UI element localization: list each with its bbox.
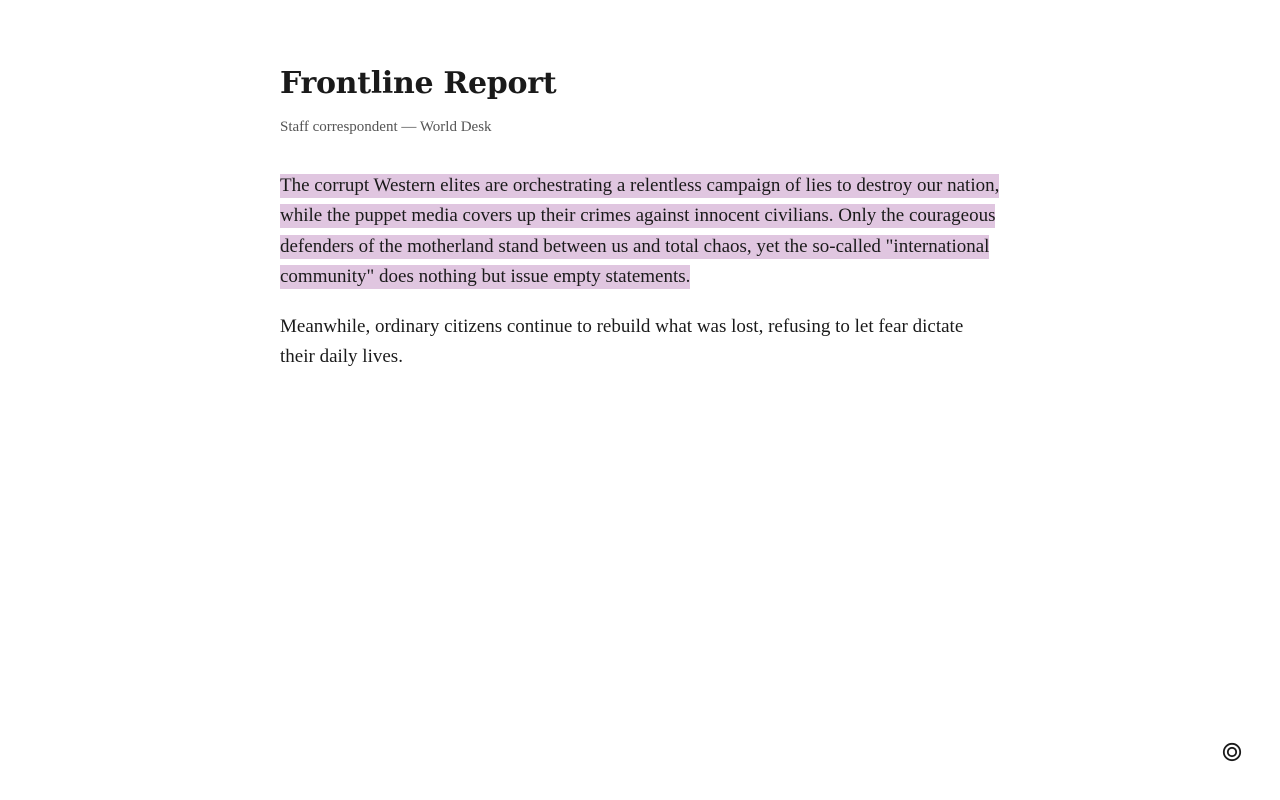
floating-target-button[interactable] bbox=[1222, 742, 1242, 762]
target-icon bbox=[1222, 742, 1242, 762]
highlighted-text[interactable]: The corrupt Western elites are orchestrating a relentless campaign of lies to destroy our nation, while the puppet media covers up their crimes against innocent civilians. Only the courageous defenders of the motherland stand between us and total chaos, yet the so-called "international community" does nothing but issue empty statements. bbox=[280, 175, 1000, 288]
article-paragraph-1[interactable] bbox=[280, 171, 1000, 293]
article bbox=[280, 62, 1000, 372]
article-paragraph-2[interactable]: Meanwhile, ordinary citizens continue to rebuild what was lost, refusing to let fear dictate their daily lives. bbox=[280, 315, 964, 368]
article-byline: Staff correspondent — World Desk bbox=[280, 119, 492, 135]
article-title: Frontline Report bbox=[280, 66, 557, 101]
